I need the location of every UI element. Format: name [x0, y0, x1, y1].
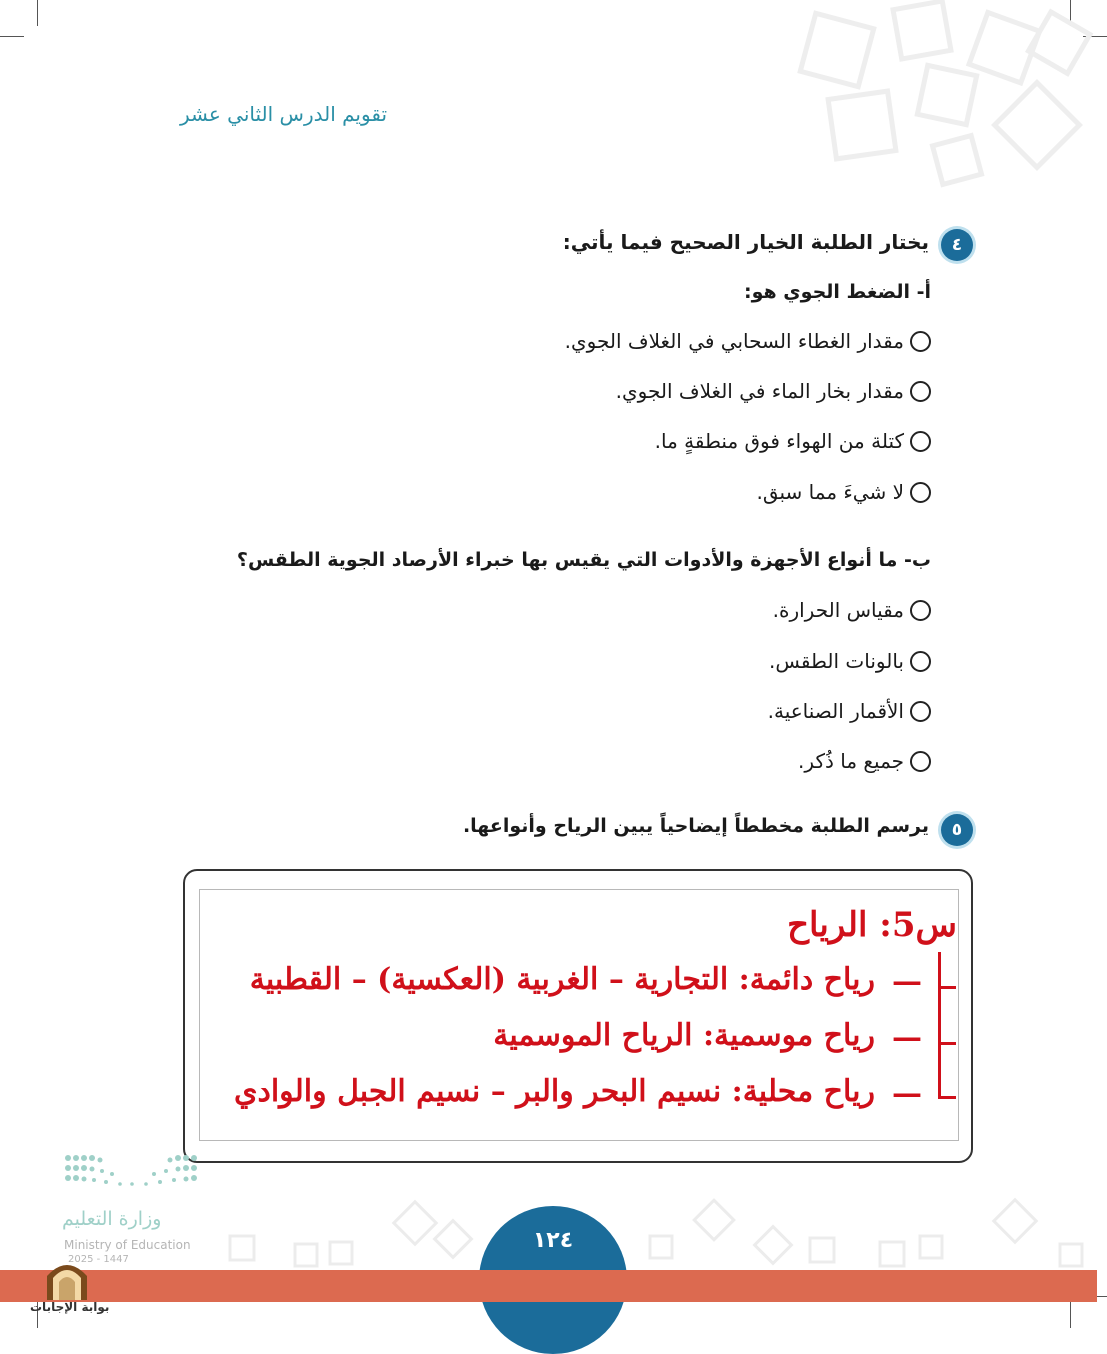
tree-bracket-tick [938, 1042, 956, 1045]
option-label: لا شيءَ مما سبق. [756, 480, 904, 504]
question-4-badge [941, 229, 973, 261]
question-4-text: يختار الطلبة الخيار الصحيح فيما يأتي: [562, 230, 929, 254]
answer-dash: — [892, 1076, 922, 1111]
answer-line-1: رياح دائمة: التجارية – الغربية (العكسية) – القطبية [249, 962, 875, 997]
answer-dash: — [892, 1020, 922, 1055]
ministry-logo-icon [62, 1152, 202, 1196]
portal-label: بوابة الإجابات [30, 1300, 110, 1314]
option-b4[interactable] [798, 749, 931, 773]
tree-bracket-tick [938, 986, 956, 989]
part-a-label: أ- الضغط الجوي هو: [743, 281, 931, 303]
ministry-year: 2025 - 1447 [68, 1254, 129, 1265]
answer-line-2: رياح موسمية: الرياح الموسمية [493, 1018, 875, 1053]
option-label: كتلة من الهواء فوق منطقةٍ ما. [654, 429, 904, 453]
option-b1[interactable] [773, 598, 931, 622]
question-4-number: ٤ [951, 235, 963, 255]
question-5-number: ٥ [951, 820, 963, 840]
option-label: جميع ما ذُكر. [798, 749, 904, 773]
option-a2[interactable] [616, 379, 931, 403]
radio-circle-icon[interactable] [910, 381, 931, 402]
crop-mark [1070, 1302, 1071, 1328]
tree-bracket-tick [938, 1096, 956, 1099]
radio-circle-icon[interactable] [910, 431, 931, 452]
radio-circle-icon[interactable] [910, 482, 931, 503]
option-b3[interactable] [768, 699, 931, 723]
option-label: الأقمار الصناعية. [767, 699, 904, 723]
answer-dash: — [892, 964, 922, 999]
footer-pattern [200, 1196, 1100, 1272]
crop-mark [37, 0, 38, 26]
ministry-name-arabic: وزارة التعليم [62, 1208, 162, 1230]
option-a3[interactable] [655, 429, 931, 453]
radio-circle-icon[interactable] [910, 331, 931, 352]
page-number: ١٢٤ [532, 1228, 574, 1253]
option-label: بالونات الطقس. [769, 649, 904, 673]
question-5-badge [941, 814, 973, 846]
radio-circle-icon[interactable] [910, 600, 931, 621]
option-label: مقدار الغطاء السحابي في الغلاف الجوي. [564, 329, 904, 353]
radio-circle-icon[interactable] [910, 701, 931, 722]
part-b-label: ب- ما أنواع الأجهزة والأدوات التي يقيس بها خبراء الأرصاد الجوية الطقس؟ [236, 549, 931, 571]
portal-logo-icon [30, 1258, 104, 1302]
radio-circle-icon[interactable] [910, 651, 931, 672]
answer-heading: س5: الرياح [787, 905, 957, 945]
option-b2[interactable] [769, 649, 931, 673]
question-5-text: يرسم الطلبة مخططاً إيضاحياً يبين الرياح وأنواعها. [462, 815, 929, 837]
option-label: مقياس الحرارة. [772, 598, 904, 622]
ministry-name-english: Ministry of Education [64, 1238, 191, 1252]
option-label: مقدار بخار الماء في الغلاف الجوي. [615, 379, 904, 403]
lesson-title: تقويم الدرس الثاني عشر [180, 102, 388, 126]
footer-bar [0, 1270, 1097, 1302]
option-a4[interactable] [756, 480, 931, 504]
tree-bracket-vertical [938, 952, 941, 1098]
answer-line-3: رياح محلية: نسيم البحر والبر – نسيم الجبل والوادي [233, 1074, 875, 1109]
decorative-pattern [637, 0, 1107, 230]
crop-mark [0, 36, 24, 37]
option-a1[interactable] [565, 329, 931, 353]
radio-circle-icon[interactable] [910, 751, 931, 772]
